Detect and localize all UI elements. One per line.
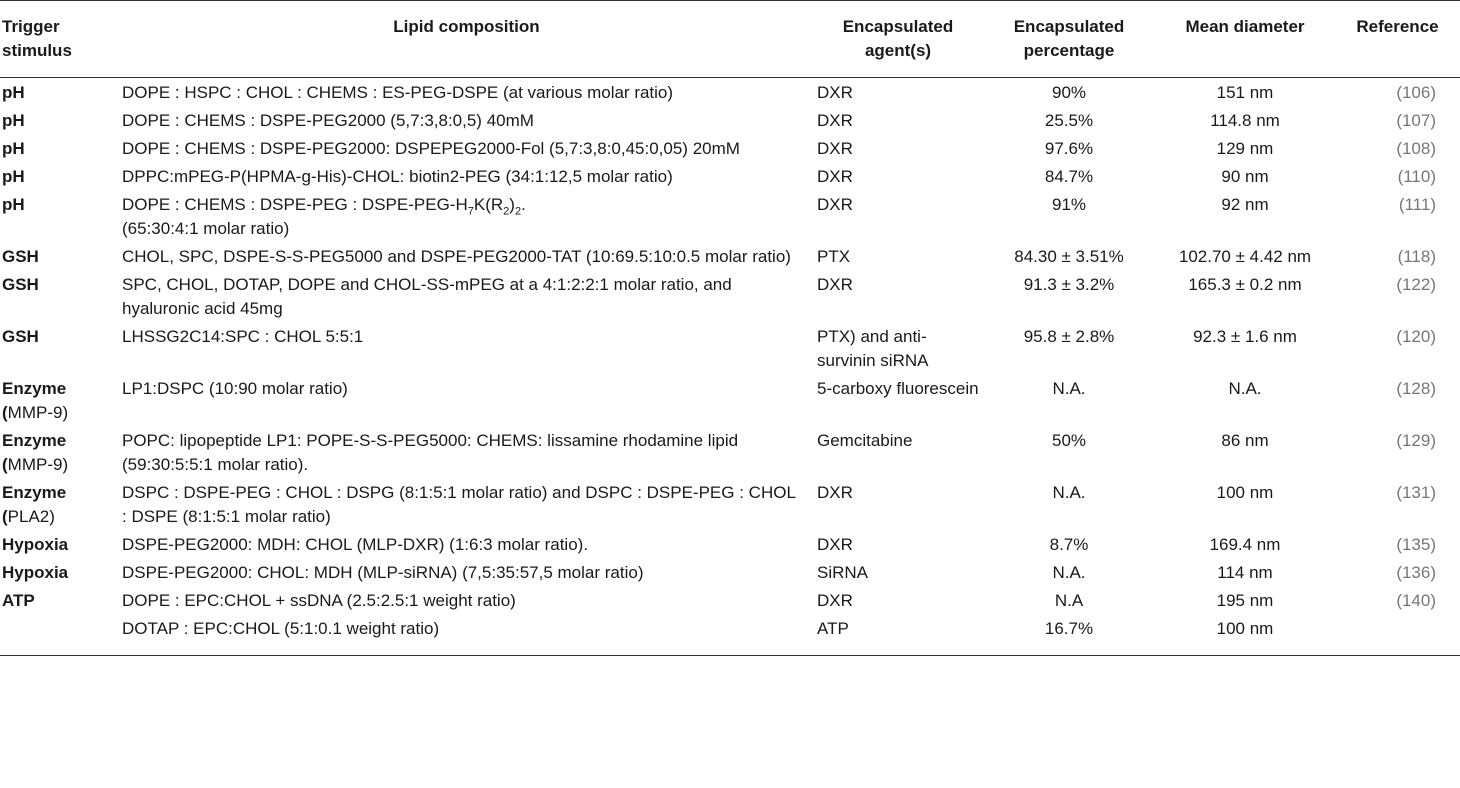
cell-lipid: DOPE : EPC:CHOL + ssDNA (2.5:2.5:1 weight ratio) xyxy=(122,591,516,610)
trigger-label: pH xyxy=(2,139,25,158)
cell-agent: Gemcitabine xyxy=(817,431,913,450)
header-ref: Reference xyxy=(1356,17,1439,36)
cell-lipid xyxy=(120,192,813,244)
cell-ref: (110) xyxy=(1397,167,1436,186)
cell-trigger xyxy=(0,272,120,324)
cell-agent: DXR xyxy=(817,591,853,610)
lipid-text-part: K(R xyxy=(473,195,504,214)
table-row xyxy=(0,324,1460,376)
trigger-sublabel: MMP-9) xyxy=(7,403,69,422)
cell-trigger xyxy=(0,324,120,376)
cell-pct: N.A xyxy=(1054,591,1084,610)
cell-lipid: LP1:DSPC (10:90 molar ratio) xyxy=(122,379,348,398)
trigger-label: GSH xyxy=(2,247,39,266)
cell-diam: 129 nm xyxy=(1216,139,1274,158)
lipid-text-part: 7 xyxy=(467,205,474,218)
cell-trigger xyxy=(0,136,120,164)
cell-lipid: DOPE : CHEMS : DSPE-PEG2000: DSPEPEG2000-Fol (5,7:3,8:0,45:0,05) 20mM xyxy=(122,139,740,158)
cell-agent: DXR xyxy=(817,167,853,186)
trigger-label: Hypoxia xyxy=(2,563,69,582)
cell-pct: 91% xyxy=(1051,195,1087,214)
cell-ref xyxy=(1335,616,1460,656)
cell-trigger xyxy=(0,244,120,272)
cell-trigger xyxy=(0,588,120,616)
cell-trigger xyxy=(0,616,120,656)
lipid-text-part: 2 xyxy=(514,205,522,218)
table-row xyxy=(0,532,1460,560)
cell-lipid: DOTAP : EPC:CHOL (5:1:0.1 weight ratio) xyxy=(122,619,440,638)
cell-trigger xyxy=(0,428,120,480)
trigger-label: Enzyme ( xyxy=(2,483,67,526)
trigger-label: GSH xyxy=(2,327,39,346)
cell-lipid: POPC: lipopeptide LP1: POPE-S-S-PEG5000: CHEMS: lissamine rhodamine lipid (59:30:5:5:1 molar ratio). xyxy=(122,431,739,474)
cell-pct: 84.30 ± 3.51% xyxy=(1014,247,1124,266)
cell-lipid: DSPE-PEG2000: MDH: CHOL (MLP-DXR) (1:6:3 molar ratio). xyxy=(122,535,589,554)
cell-lipid: SPC, CHOL, DOTAP, DOPE and CHOL-SS-mPEG at a 4:1:2:2:1 molar ratio, and hyaluronic acid 45mg xyxy=(122,275,732,318)
table-row xyxy=(0,78,1460,109)
cell-lipid: DSPE-PEG2000: CHOL: MDH (MLP-siRNA) (7,5:35:57,5 molar ratio) xyxy=(122,563,644,582)
cell-pct: 16.7% xyxy=(1044,619,1094,638)
cell-trigger xyxy=(0,376,120,428)
cell-lipid: DOPE : CHEMS : DSPE-PEG2000 (5,7:3,8:0,5) 40mM xyxy=(122,111,534,130)
table-row xyxy=(0,428,1460,480)
table-row xyxy=(0,136,1460,164)
table-row xyxy=(0,192,1460,244)
cell-pct: 50% xyxy=(1051,431,1087,450)
table-row xyxy=(0,376,1460,428)
lipid-text-part: ) xyxy=(509,195,515,214)
cell-diam: 86 nm xyxy=(1221,431,1269,450)
trigger-label: pH xyxy=(2,111,25,130)
cell-diam: 102.70 ± 4.42 nm xyxy=(1178,247,1312,266)
header-diam: Mean diameter xyxy=(1185,17,1305,36)
cell-ref: (107) xyxy=(1396,111,1436,130)
lipid-text-part: 2 xyxy=(503,205,510,218)
trigger-label: Enzyme ( xyxy=(2,431,67,474)
cell-ref: (111) xyxy=(1398,195,1436,214)
cell-agent: 5-carboxy fluorescein xyxy=(817,379,979,398)
cell-ref: (136) xyxy=(1396,563,1436,582)
cell-agent: DXR xyxy=(817,275,853,294)
cell-ref: (129) xyxy=(1396,431,1436,450)
cell-ref: (106) xyxy=(1396,83,1436,102)
cell-diam: 100 nm xyxy=(1216,483,1274,502)
table-row xyxy=(0,164,1460,192)
cell-agent: PTX) and anti-survinin siRNA xyxy=(817,327,929,370)
cell-pct: 97.6% xyxy=(1044,139,1094,158)
cell-trigger xyxy=(0,532,120,560)
cell-agent: ATP xyxy=(817,619,849,638)
cell-lipid: DOPE : HSPC : CHOL : CHEMS : ES-PEG-DSPE (at various molar ratio) xyxy=(122,83,674,102)
header-agent: Encapsulated agent(s) xyxy=(842,17,954,60)
cell-lipid: LHSSG2C14:SPC : CHOL 5:5:1 xyxy=(122,327,364,346)
cell-diam: N.A. xyxy=(1228,379,1262,398)
cell-diam: 169.4 nm xyxy=(1209,535,1281,554)
trigger-sublabel: PLA2) xyxy=(7,507,55,526)
lipid-text-part: (65:30:4:1 molar ratio) xyxy=(122,219,290,238)
cell-pct: N.A. xyxy=(1052,483,1086,502)
cell-agent: DXR xyxy=(817,111,853,130)
trigger-label: Hypoxia xyxy=(2,535,69,554)
cell-diam: 92 nm xyxy=(1221,195,1269,214)
table-row xyxy=(0,272,1460,324)
cell-ref: (118) xyxy=(1397,247,1436,266)
table-row xyxy=(0,616,1460,656)
trigger-label: ATP xyxy=(2,591,35,610)
cell-lipid: DSPC : DSPE-PEG : CHOL : DSPG (8:1:5:1 molar ratio) and DSPC : DSPE-PEG : CHOL : DSPE (8:1:5:1 molar ratio) xyxy=(122,483,796,526)
trigger-label: GSH xyxy=(2,275,39,294)
cell-agent: DXR xyxy=(817,195,853,214)
cell-ref: (108) xyxy=(1396,139,1436,158)
trigger-label: pH xyxy=(2,195,25,214)
cell-ref: (120) xyxy=(1396,327,1436,346)
cell-pct: 90% xyxy=(1051,83,1087,102)
trigger-label: pH xyxy=(2,167,25,186)
cell-diam: 92.3 ± 1.6 nm xyxy=(1193,327,1297,346)
cell-ref: (122) xyxy=(1396,275,1436,294)
cell-pct: N.A. xyxy=(1052,379,1086,398)
cell-pct: 91.3 ± 3.2% xyxy=(1023,275,1115,294)
header-pct: Encapsulated percentage xyxy=(1013,17,1125,60)
cell-pct: N.A. xyxy=(1052,563,1086,582)
header-lipid: Lipid composition xyxy=(393,17,540,36)
cell-trigger xyxy=(0,164,120,192)
cell-lipid: CHOL, SPC, DSPE-S-S-PEG5000 and DSPE-PEG2000-TAT (10:69.5:10:0.5 molar ratio) xyxy=(122,247,791,266)
cell-trigger xyxy=(0,108,120,136)
cell-diam: 114.8 nm xyxy=(1210,111,1280,130)
trigger-sublabel: MMP-9) xyxy=(7,455,69,474)
table-row xyxy=(0,244,1460,272)
table-row xyxy=(0,588,1460,616)
cell-pct: 95.8 ± 2.8% xyxy=(1023,327,1115,346)
cell-diam: 90 nm xyxy=(1221,167,1269,186)
cell-pct: 84.7% xyxy=(1044,167,1094,186)
cell-agent: DXR xyxy=(817,535,853,554)
cell-diam: 114 nm xyxy=(1217,563,1273,582)
cell-agent: SiRNA xyxy=(817,563,869,582)
cell-ref: (128) xyxy=(1396,379,1436,398)
table-row xyxy=(0,480,1460,532)
header-trigger: Trigger stimulus xyxy=(2,17,72,60)
cell-diam: 100 nm xyxy=(1216,619,1274,638)
cell-agent: PTX xyxy=(817,247,851,266)
cell-diam: 195 nm xyxy=(1216,591,1274,610)
cell-ref: (140) xyxy=(1396,591,1436,610)
trigger-label: pH xyxy=(2,83,25,102)
lipid-text-part: . xyxy=(521,195,526,214)
cell-ref: (135) xyxy=(1396,535,1436,554)
cell-ref: (131) xyxy=(1396,483,1436,502)
table-row xyxy=(0,108,1460,136)
cell-agent: DXR xyxy=(817,139,853,158)
cell-trigger xyxy=(0,560,120,588)
cell-diam: 151 nm xyxy=(1216,83,1274,102)
cell-pct: 25.5% xyxy=(1044,111,1094,130)
cell-agent: DXR xyxy=(817,483,853,502)
cell-diam: 165.3 ± 0.2 nm xyxy=(1188,275,1302,294)
trigger-label: Enzyme ( xyxy=(2,379,67,422)
cell-trigger xyxy=(0,78,120,109)
cell-lipid: DPPC:mPEG-P(HPMA-g-His)-CHOL: biotin2-PEG (34:1:12,5 molar ratio) xyxy=(122,167,673,186)
cell-trigger xyxy=(0,192,120,244)
cell-trigger xyxy=(0,480,120,532)
cell-pct: 8.7% xyxy=(1049,535,1089,554)
table-row xyxy=(0,560,1460,588)
table-header-row xyxy=(0,1,1460,78)
lipid-text-part: DOPE : CHEMS : DSPE-PEG : DSPE-PEG-H xyxy=(122,195,468,214)
cell-agent: DXR xyxy=(817,83,853,102)
